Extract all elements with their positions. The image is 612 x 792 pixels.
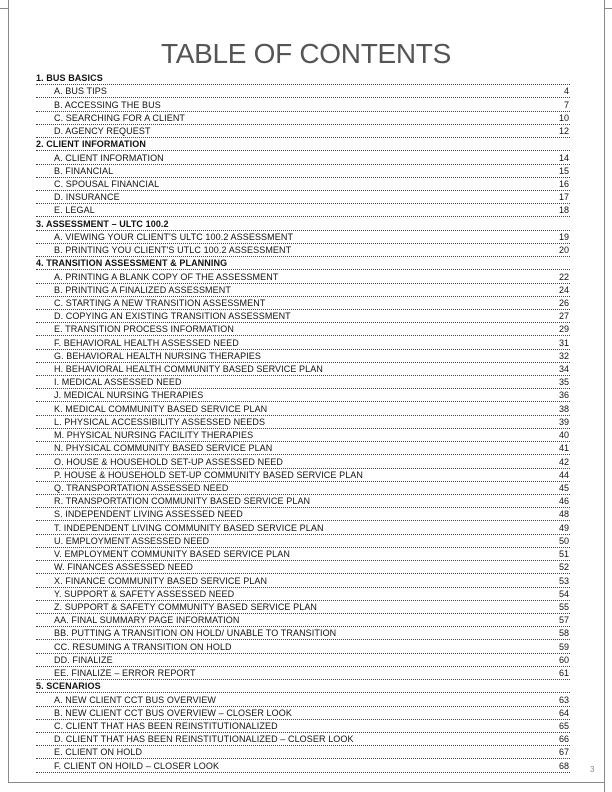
toc-section-heading[interactable] [36,217,570,230]
toc-entry-page-number: 15 [558,165,569,176]
toc-entry-page-number: 66 [558,734,569,745]
toc-entry-page-number: 14 [558,152,569,163]
toc-entry-label: E. TRANSITION PROCESS INFORMATION [54,324,234,335]
toc-entry[interactable] [36,654,570,667]
toc-entry-label: DD. FINALIZE [54,654,113,665]
crop-mark [604,0,605,792]
toc-entry[interactable] [36,244,570,257]
toc-entry-page-number: 55 [558,601,569,612]
toc-entry[interactable] [36,204,570,217]
toc-entry[interactable] [36,442,570,455]
toc-entry-label: M. PHYSICAL NURSING FACILITY THERAPIES [54,430,254,441]
crop-mark [8,0,9,783]
crop-mark [8,782,605,783]
toc-entry[interactable] [36,98,570,111]
toc-entry-label: B. FINANCIAL [54,165,114,176]
toc-entry[interactable] [36,336,570,349]
toc-entry-page-number: 12 [558,126,569,137]
toc-entry[interactable] [36,495,570,508]
toc-entry-label: E. LEGAL [54,205,95,216]
toc-entry-page-number: 32 [558,350,569,361]
toc-entry[interactable] [36,429,570,442]
toc-entry-page-number: 39 [558,416,569,427]
toc-section-heading[interactable] [36,680,570,693]
toc-entry[interactable] [36,350,570,363]
toc-entry-label: Z. SUPPORT & SAFETY COMMUNITY BASED SERVICE PLAN [54,601,318,612]
toc-entry-page-number: 48 [558,509,569,520]
toc-entry-label: X. FINANCE COMMUNITY BASED SERVICE PLAN [54,575,268,586]
toc-entry-label: D. INSURANCE [54,192,120,203]
toc-entry-label: N. PHYSICAL COMMUNITY BASED SERVICE PLAN [54,443,273,454]
toc-entry-label: A. BUS TIPS [54,86,107,97]
toc-entry-label: A. CLIENT INFORMATION [54,152,164,163]
toc-entry-page-number: 46 [558,496,569,507]
toc-entry-page-number: 51 [558,549,569,560]
toc-entry-page-number: 34 [558,364,569,375]
toc-entry[interactable] [36,389,570,402]
toc-entry[interactable] [36,416,570,429]
toc-entry-page-number: 59 [558,641,569,652]
toc-entry[interactable] [36,733,570,746]
toc-entry[interactable] [36,402,570,415]
toc-entry-page-number: 57 [558,615,569,626]
toc-entry[interactable] [36,627,570,640]
toc-entry-page-number: 58 [558,628,569,639]
toc-entry-page-number: 42 [558,456,569,467]
toc-entry-label: S. INDEPENDENT LIVING ASSESSED NEED [54,509,243,520]
toc-entry-page-number: 20 [558,245,569,256]
toc-entry[interactable] [36,667,570,680]
toc-entry-label: D. COPYING AN EXISTING TRANSITION ASSESSMENT [54,311,291,322]
crop-mark [0,8,8,9]
toc-entry-label: A. NEW CLIENT CCT BUS OVERVIEW [54,694,217,705]
toc-entry-label: F. CLIENT ON HOILD – CLOSER LOOK [54,760,220,771]
toc-entry-label: A. PRINTING A BLANK COPY OF THE ASSESSMENT [54,271,279,282]
toc-entry-page-number: 64 [558,707,569,718]
toc-entry-label: O. HOUSE & HOUSEHOLD SET-UP ASSESSED NEED [54,456,283,467]
toc-entry-page-number: 68 [558,760,569,771]
toc-entry-label: U. EMPLOYMENT ASSESSED NEED [54,535,210,546]
toc-entry[interactable] [36,561,570,574]
toc-entry-page-number: 63 [558,694,569,705]
toc-entry-label: B. ACCESSING THE BUS [54,99,161,110]
toc-entry[interactable] [36,548,570,561]
toc-section-heading[interactable] [36,138,570,151]
crop-mark [604,8,612,9]
toc-entry-page-number: 54 [558,588,569,599]
toc-entry[interactable] [36,588,570,601]
toc-entry-label: AA. FINAL SUMMARY PAGE INFORMATION [54,615,240,626]
page-title: TABLE OF CONTENTS [161,38,451,69]
toc-entry[interactable] [36,85,570,98]
toc-entry-label: C. SEARCHING FOR A CLIENT [54,112,186,123]
toc-entry-label: A. VIEWING YOUR CLIENT'S ULTC 100.2 ASSESSMENT [54,231,294,242]
toc-entry[interactable] [36,363,570,376]
toc-entry[interactable] [36,178,570,191]
toc-entry-page-number: 53 [558,575,569,586]
toc-entry-page-number: 36 [558,390,569,401]
toc-entry[interactable] [36,614,570,627]
toc-entry[interactable] [36,720,570,733]
toc-entry[interactable] [36,455,570,468]
toc-entry-label: I. MEDICAL ASSESSED NEED [54,377,182,388]
toc-entry-page-number: 52 [558,562,569,573]
table-of-contents [36,72,570,773]
toc-entry[interactable] [36,482,570,495]
toc-entry-label: C. STARTING A NEW TRANSITION ASSESSMENT [54,297,266,308]
toc-entry-label: C. SPOUSAL FINANCIAL [54,178,160,189]
toc-section-label: 5. SCENARIOS [36,681,101,692]
toc-entry[interactable] [36,323,570,336]
toc-entry-label: D. AGENCY REQUEST [54,126,151,137]
toc-entry[interactable] [36,270,570,283]
toc-entry[interactable] [36,112,570,125]
toc-entry-label: R. TRANSPORTATION COMMUNITY BASED SERVICE PLAN [54,496,311,507]
toc-entry-label: E. CLIENT ON HOLD [54,747,143,758]
toc-entry-page-number: 38 [558,403,569,414]
toc-entry-label: T. INDEPENDENT LIVING COMMUNITY BASED SERVICE PLAN [54,522,324,533]
toc-entry-label: B. NEW CLIENT CCT BUS OVERVIEW – CLOSER LOOK [54,707,292,718]
toc-entry-label: C. CLIENT THAT HAS BEEN REINSTITUTIONALIZED [54,720,278,731]
toc-entry[interactable] [36,125,570,138]
toc-entry-label: L. PHYSICAL ACCESSIBILITY ASSESSED NEEDS [54,416,266,427]
toc-entry-label: Q. TRANSPORTATION ASSESSED NEED [54,483,229,493]
toc-entry-label: B. PRINTING A FINALIZED ASSESSMENT [54,284,231,295]
toc-entry-page-number: 18 [558,205,569,216]
toc-entry-label: D. CLIENT THAT HAS BEEN REINSTITUTIONALIZED – CLOSER LOOK [54,734,354,745]
toc-entry[interactable] [36,151,570,164]
toc-entry[interactable] [36,376,570,389]
toc-entry-page-number: 19 [558,231,569,242]
toc-entry[interactable] [36,165,570,178]
toc-entry[interactable] [36,535,570,548]
toc-entry-page-number: 29 [558,324,569,335]
toc-entry[interactable] [36,707,570,720]
toc-entry-page-number: 26 [558,297,569,308]
toc-entry[interactable] [36,640,570,653]
toc-entry-page-number: 16 [558,178,569,189]
toc-entry-page-number: 49 [558,522,569,533]
toc-entry-label: CC. RESUMING A TRANSITION ON HOLD [54,641,232,652]
toc-entry-page-number: 40 [558,430,569,441]
toc-entry-page-number: 22 [558,271,569,282]
footer-page-number: 3 [590,765,595,774]
toc-section-heading[interactable] [36,72,570,85]
toc-entry[interactable] [36,231,570,244]
toc-entry-page-number: 7 [563,99,569,110]
toc-entry-page-number: 35 [558,377,569,388]
toc-section-label: 3. ASSESSMENT – ULTC 100.2 [36,218,169,229]
toc-entry-page-number: 61 [558,668,569,679]
toc-entry-label: EE. FINALIZE – ERROR REPORT [54,668,196,679]
toc-entry-page-number: 67 [558,747,569,758]
toc-entry-page-number: 31 [558,337,569,348]
toc-section-label: 1. BUS BASICS [36,73,103,84]
toc-entry-page-number: 4 [563,86,569,97]
toc-entry-label: B. PRINTING YOU CLIENT'S UTLC 100.2 ASSESSMENT [54,245,292,256]
toc-entry[interactable] [36,521,570,534]
toc-entry-page-number: 10 [558,112,569,123]
toc-section-heading[interactable] [36,257,570,270]
toc-entry-label: V. EMPLOYMENT COMMUNITY BASED SERVICE PLAN [54,549,290,560]
toc-entry[interactable] [36,508,570,521]
toc-entry[interactable] [36,693,570,706]
toc-entry-page-number: 44 [558,469,569,480]
toc-entry-label: Y. SUPPORT & SAFETY ASSESSED NEED [54,588,235,599]
toc-section-label: 2. CLIENT INFORMATION [36,139,146,150]
toc-entry-page-number: 27 [558,311,569,322]
toc-entry[interactable] [36,574,570,587]
toc-entry[interactable] [36,469,570,482]
toc-entry[interactable] [36,746,570,759]
toc-entry-page-number: 60 [558,654,569,665]
toc-entry-page-number: 50 [558,535,569,546]
toc-entry[interactable] [36,284,570,297]
toc-entry-page-number: 24 [558,284,569,295]
toc-entry[interactable] [36,759,570,772]
toc-entry[interactable] [36,601,570,614]
toc-entry-label: K. MEDICAL COMMUNITY BASED SERVICE PLAN [54,403,268,414]
toc-entry-page-number: 65 [558,720,569,731]
toc-entry-label: G. BEHAVIORAL HEALTH NURSING THERAPIES [54,350,262,361]
toc-entry-label: F. BEHAVIORAL HEALTH ASSESSED NEED [54,337,239,348]
toc-entry-page-number: 45 [558,483,569,493]
toc-entry-label: J. MEDICAL NURSING THERAPIES [54,390,204,401]
toc-entry-page-number: 41 [558,443,569,454]
toc-entry[interactable] [36,191,570,204]
toc-entry-label: H. BEHAVIORAL HEALTH COMMUNITY BASED SERVICE PLAN [54,364,323,375]
toc-entry[interactable] [36,297,570,310]
toc-entry-label: BB. PUTTING A TRANSITION ON HOLD/ UNABLE TO TRANSITION [54,628,337,639]
toc-entry-page-number: 17 [558,192,569,203]
toc-entry-label: P. HOUSE & HOUSEHOLD SET-UP COMMUNITY BASED SERVICE PLAN [54,469,364,480]
toc-entry-label: W. FINANCES ASSESSED NEED [54,562,194,573]
toc-section-label: 4. TRANSITION ASSESSMENT & PLANNING [36,258,228,269]
toc-entry[interactable] [36,310,570,323]
